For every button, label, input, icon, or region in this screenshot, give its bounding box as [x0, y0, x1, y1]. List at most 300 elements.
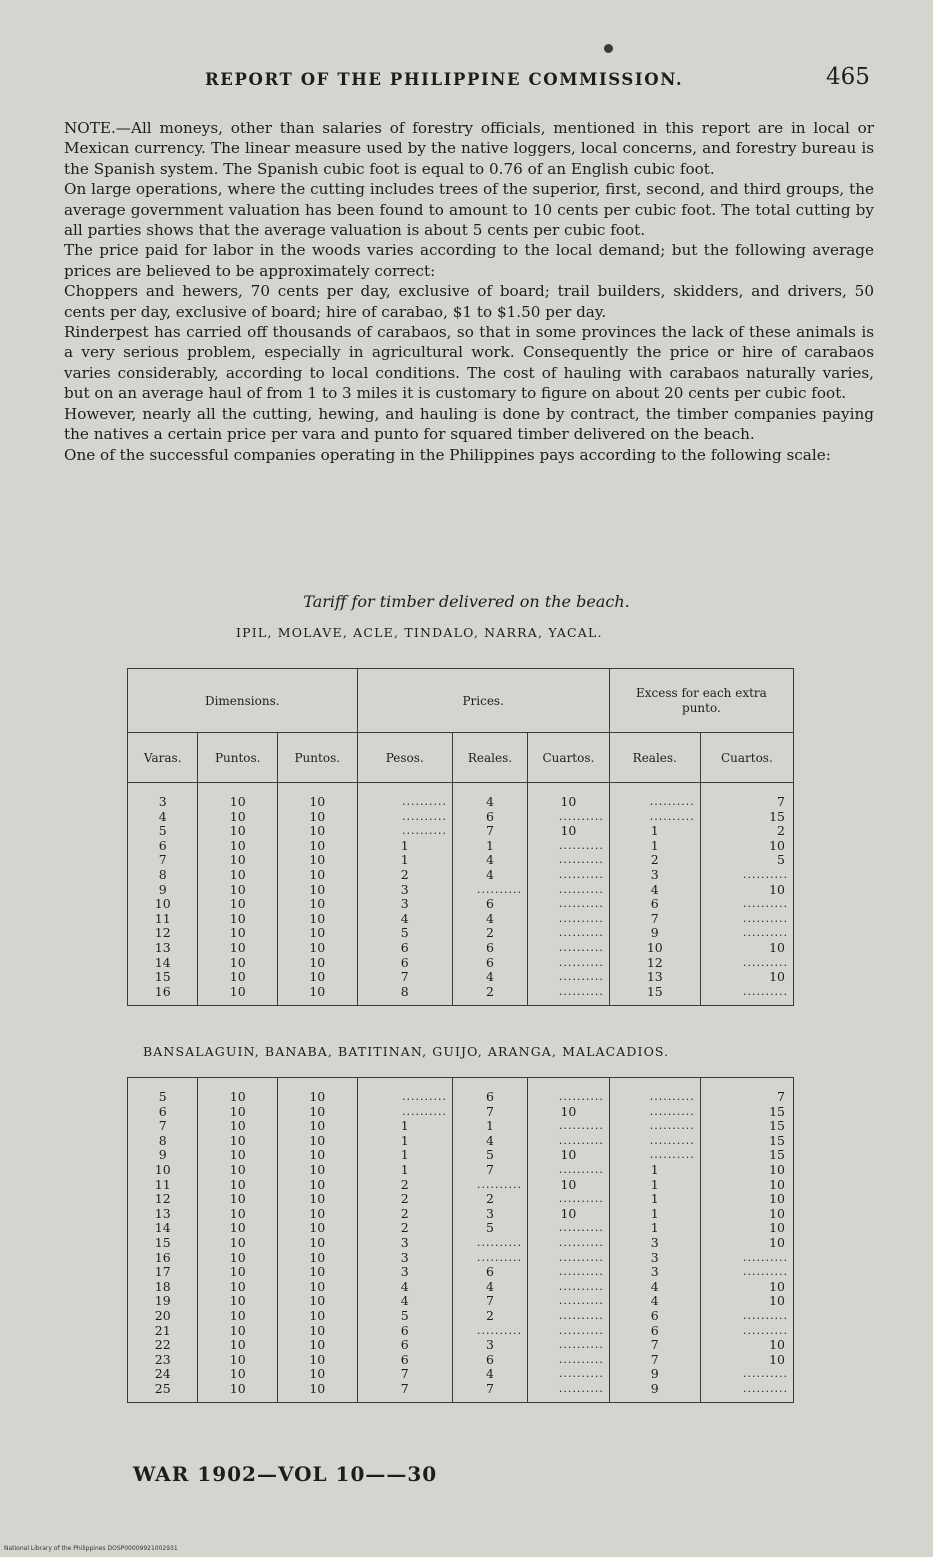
- cell-excess-reales: 6: [609, 1309, 700, 1324]
- cell-excess-reales: 1: [609, 1178, 700, 1193]
- cell-excess-cuartos: 10: [700, 1338, 793, 1353]
- cell-reales: 6: [453, 956, 528, 971]
- table-row: [128, 1251, 794, 1266]
- cell-excess-cuartos: 7: [700, 1078, 793, 1105]
- cell-varas: 22: [128, 1338, 198, 1353]
- cell-puntos-b: 10: [278, 1324, 358, 1339]
- cell-varas: 9: [128, 883, 198, 898]
- cell-excess-reales: 7: [609, 1338, 700, 1353]
- cell-pesos: 2: [357, 868, 452, 883]
- table-row: [128, 897, 794, 912]
- cell-pesos: ..........: [357, 824, 452, 839]
- cell-puntos-a: 10: [198, 1163, 278, 1178]
- cell-cuartos: 10: [528, 1178, 610, 1193]
- cell-cuartos: ..........: [528, 1367, 610, 1382]
- cell-excess-reales: 13: [609, 970, 700, 985]
- cell-excess-cuartos: 7: [700, 783, 793, 810]
- cell-varas: 9: [128, 1148, 198, 1163]
- cell-cuartos: ..........: [528, 1163, 610, 1178]
- cell-reales: ..........: [453, 1251, 528, 1266]
- cell-puntos-a: 10: [198, 853, 278, 868]
- cell-varas: 21: [128, 1324, 198, 1339]
- col-header-excess-cuartos: Cuartos.: [700, 733, 793, 783]
- table-row: [128, 1119, 794, 1134]
- cell-excess-reales: 4: [609, 883, 700, 898]
- table-row: [128, 824, 794, 839]
- cell-puntos-a: 10: [198, 1134, 278, 1149]
- cell-cuartos: ..........: [528, 1192, 610, 1207]
- cell-excess-cuartos: 10: [700, 1192, 793, 1207]
- cell-pesos: 2: [357, 1221, 452, 1236]
- cell-varas: 25: [128, 1382, 198, 1403]
- cell-cuartos: ..........: [528, 1221, 610, 1236]
- cell-cuartos: ..........: [528, 868, 610, 883]
- table-row: [128, 1382, 794, 1403]
- cell-pesos: 3: [357, 1265, 452, 1280]
- running-title: REPORT OF THE PHILIPPINE COMMISSION.: [205, 70, 684, 89]
- cell-reales: ..........: [453, 1324, 528, 1339]
- cell-reales: 7: [453, 824, 528, 839]
- cell-reales: 2: [453, 1192, 528, 1207]
- col-header-excess-reales: Reales.: [609, 733, 700, 783]
- cell-reales: 7: [453, 1294, 528, 1309]
- cell-excess-reales: ..........: [609, 1148, 700, 1163]
- cell-varas: 4: [128, 810, 198, 825]
- cell-reales: 6: [453, 1353, 528, 1368]
- table-row: [128, 941, 794, 956]
- cell-puntos-a: 10: [198, 1105, 278, 1120]
- cell-excess-cuartos: 10: [700, 1280, 793, 1295]
- cell-varas: 7: [128, 853, 198, 868]
- cell-varas: 23: [128, 1353, 198, 1368]
- cell-puntos-b: 10: [278, 912, 358, 927]
- cell-excess-cuartos: 2: [700, 824, 793, 839]
- cell-cuartos: 10: [528, 1207, 610, 1222]
- table-row: [128, 1367, 794, 1382]
- cell-cuartos: ..........: [528, 941, 610, 956]
- cell-excess-cuartos: 10: [700, 1236, 793, 1251]
- cell-reales: 2: [453, 926, 528, 941]
- cell-puntos-b: 10: [278, 1382, 358, 1403]
- cell-reales: 1: [453, 839, 528, 854]
- cell-cuartos: 10: [528, 1148, 610, 1163]
- cell-pesos: 6: [357, 956, 452, 971]
- cell-reales: 4: [453, 912, 528, 927]
- cell-puntos-a: 10: [198, 1382, 278, 1403]
- cell-pesos: ..........: [357, 810, 452, 825]
- cell-excess-reales: 7: [609, 1353, 700, 1368]
- cell-puntos-b: 10: [278, 1163, 358, 1178]
- col-header-puntos: Puntos.: [198, 733, 278, 783]
- cell-cuartos: ..........: [528, 1382, 610, 1403]
- cell-excess-cuartos: 10: [700, 1294, 793, 1309]
- cell-varas: 16: [128, 985, 198, 1006]
- table-row: [128, 926, 794, 941]
- cell-reales: 6: [453, 1265, 528, 1280]
- cell-reales: 5: [453, 1221, 528, 1236]
- cell-puntos-b: 10: [278, 1309, 358, 1324]
- cell-varas: 10: [128, 1163, 198, 1178]
- cell-varas: 20: [128, 1309, 198, 1324]
- cell-puntos-a: 10: [198, 1309, 278, 1324]
- cell-puntos-b: 10: [278, 1105, 358, 1120]
- cell-puntos-b: 10: [278, 783, 358, 810]
- cell-excess-cuartos: ..........: [700, 1324, 793, 1339]
- cell-reales: 1: [453, 1119, 528, 1134]
- table-row: [128, 1078, 794, 1105]
- cell-excess-cuartos: 10: [700, 1221, 793, 1236]
- cell-cuartos: ..........: [528, 839, 610, 854]
- cell-reales: 5: [453, 1148, 528, 1163]
- cell-excess-reales: ..........: [609, 810, 700, 825]
- cell-pesos: 3: [357, 1251, 452, 1266]
- cell-reales: 4: [453, 783, 528, 810]
- cell-cuartos: ..........: [528, 1119, 610, 1134]
- cell-puntos-b: 10: [278, 883, 358, 898]
- cell-puntos-b: 10: [278, 1178, 358, 1193]
- cell-varas: 14: [128, 1221, 198, 1236]
- cell-excess-cuartos: 5: [700, 853, 793, 868]
- cell-excess-cuartos: ..........: [700, 1251, 793, 1266]
- cell-reales: 6: [453, 810, 528, 825]
- cell-reales: 4: [453, 1367, 528, 1382]
- col-header-cuartos: Cuartos.: [528, 733, 610, 783]
- cell-varas: 18: [128, 1280, 198, 1295]
- cell-puntos-b: 10: [278, 853, 358, 868]
- cell-varas: 17: [128, 1265, 198, 1280]
- cell-excess-reales: 1: [609, 1192, 700, 1207]
- table-row: [128, 1105, 794, 1120]
- cell-pesos: 1: [357, 1148, 452, 1163]
- table1-heading: IPIL, MOLAVE, ACLE, TINDALO, NARRA, YACAL.: [236, 625, 603, 640]
- cell-puntos-a: 10: [198, 783, 278, 810]
- cell-excess-cuartos: ..........: [700, 912, 793, 927]
- cell-excess-cuartos: 15: [700, 1105, 793, 1120]
- cell-reales: 3: [453, 1338, 528, 1353]
- cell-puntos-a: 10: [198, 1148, 278, 1163]
- cell-excess-reales: 9: [609, 1382, 700, 1403]
- table-row: [128, 1192, 794, 1207]
- cell-excess-reales: ..........: [609, 1119, 700, 1134]
- cell-puntos-a: 10: [198, 824, 278, 839]
- cell-excess-cuartos: ..........: [700, 985, 793, 1006]
- table-row: [128, 1324, 794, 1339]
- table-row: [128, 912, 794, 927]
- cell-excess-cuartos: ..........: [700, 868, 793, 883]
- cell-puntos-a: 10: [198, 1251, 278, 1266]
- cell-varas: 15: [128, 1236, 198, 1251]
- cell-pesos: 7: [357, 1382, 452, 1403]
- cell-excess-cuartos: ..........: [700, 1265, 793, 1280]
- table-caption: Tariff for timber delivered on the beach.: [303, 592, 630, 611]
- cell-varas: 5: [128, 824, 198, 839]
- cell-pesos: 6: [357, 941, 452, 956]
- cell-pesos: 3: [357, 883, 452, 898]
- cell-excess-cuartos: 15: [700, 810, 793, 825]
- cell-excess-cuartos: 10: [700, 1353, 793, 1368]
- cell-pesos: 1: [357, 1134, 452, 1149]
- cell-reales: 4: [453, 1280, 528, 1295]
- cell-excess-reales: 3: [609, 1265, 700, 1280]
- cell-excess-reales: 2: [609, 853, 700, 868]
- cell-puntos-a: 10: [198, 912, 278, 927]
- cell-puntos-b: 10: [278, 1280, 358, 1295]
- cell-excess-cuartos: ..........: [700, 1309, 793, 1324]
- cell-excess-reales: 6: [609, 1324, 700, 1339]
- cell-puntos-a: 10: [198, 1280, 278, 1295]
- cell-pesos: 2: [357, 1207, 452, 1222]
- cell-puntos-a: 10: [198, 1207, 278, 1222]
- cell-cuartos: ..........: [528, 956, 610, 971]
- cell-puntos-b: 10: [278, 1134, 358, 1149]
- cell-puntos-b: 10: [278, 810, 358, 825]
- cell-excess-cuartos: 15: [700, 1148, 793, 1163]
- paragraph-note: NOTE.—All moneys, other than salaries of forestry officials, mentioned in this report are in local or Mexican currency. The linear measure used by the native loggers, local concerns, and forestry bureau is the Spanish system. The Spanish cubic foot is equal to 0.76 of an English cubic foot.: [64, 119, 874, 178]
- cell-varas: 11: [128, 1178, 198, 1193]
- cell-cuartos: 10: [528, 824, 610, 839]
- cell-varas: 11: [128, 912, 198, 927]
- cell-reales: 6: [453, 1078, 528, 1105]
- cell-puntos-b: 10: [278, 1265, 358, 1280]
- cell-pesos: 7: [357, 1367, 452, 1382]
- cell-puntos-b: 10: [278, 1367, 358, 1382]
- cell-puntos-b: 10: [278, 1294, 358, 1309]
- cell-excess-reales: 1: [609, 824, 700, 839]
- cell-puntos-a: 10: [198, 810, 278, 825]
- cell-puntos-a: 10: [198, 1294, 278, 1309]
- cell-puntos-b: 10: [278, 1192, 358, 1207]
- cell-cuartos: ..........: [528, 810, 610, 825]
- cell-puntos-b: 10: [278, 839, 358, 854]
- cell-puntos-b: 10: [278, 941, 358, 956]
- cell-cuartos: ..........: [528, 1353, 610, 1368]
- table-row: [128, 956, 794, 971]
- table-row: [128, 1236, 794, 1251]
- cell-pesos: 5: [357, 926, 452, 941]
- cell-pesos: 6: [357, 1324, 452, 1339]
- cell-reales: 7: [453, 1163, 528, 1178]
- cell-varas: 16: [128, 1251, 198, 1266]
- cell-excess-reales: ..........: [609, 1078, 700, 1105]
- table-row: [128, 1148, 794, 1163]
- cell-reales: 7: [453, 1382, 528, 1403]
- cell-excess-reales: ..........: [609, 1105, 700, 1120]
- cell-pesos: 4: [357, 1294, 452, 1309]
- cell-excess-cuartos: 15: [700, 1134, 793, 1149]
- cell-cuartos: ..........: [528, 1309, 610, 1324]
- cell-reales: 6: [453, 897, 528, 912]
- cell-varas: 13: [128, 1207, 198, 1222]
- cell-puntos-a: 10: [198, 1221, 278, 1236]
- cell-excess-reales: 9: [609, 926, 700, 941]
- cell-excess-reales: 1: [609, 1207, 700, 1222]
- table-row: [128, 1280, 794, 1295]
- cell-reales: 6: [453, 941, 528, 956]
- cell-puntos-a: 10: [198, 1324, 278, 1339]
- cell-puntos-a: 10: [198, 1353, 278, 1368]
- cell-cuartos: 10: [528, 783, 610, 810]
- ink-spot: [604, 44, 613, 53]
- cell-puntos-a: 10: [198, 1265, 278, 1280]
- cell-cuartos: ..........: [528, 1324, 610, 1339]
- cell-varas: 24: [128, 1367, 198, 1382]
- cell-reales: 7: [453, 1105, 528, 1120]
- cell-pesos: 7: [357, 970, 452, 985]
- cell-varas: 6: [128, 1105, 198, 1120]
- paragraph-labor: The price paid for labor in the woods varies according to the local demand; but the following average prices are believed to be approximately correct:: [64, 241, 874, 280]
- table-row: [128, 970, 794, 985]
- paragraph-scale: One of the successful companies operating in the Philippines pays according to the following scale:: [64, 445, 831, 464]
- cell-reales: 3: [453, 1207, 528, 1222]
- cell-puntos-b: 10: [278, 970, 358, 985]
- cell-pesos: 4: [357, 1280, 452, 1295]
- cell-pesos: 6: [357, 1338, 452, 1353]
- cell-excess-reales: 7: [609, 912, 700, 927]
- col-header-reales: Reales.: [453, 733, 528, 783]
- table-row: [128, 868, 794, 883]
- cell-puntos-b: 10: [278, 1338, 358, 1353]
- cell-puntos-a: 10: [198, 1367, 278, 1382]
- page-number: 465: [826, 64, 870, 90]
- cell-excess-reales: 9: [609, 1367, 700, 1382]
- cell-cuartos: ..........: [528, 985, 610, 1006]
- cell-pesos: 8: [357, 985, 452, 1006]
- cell-puntos-a: 10: [198, 1119, 278, 1134]
- cell-excess-reales: 4: [609, 1280, 700, 1295]
- cell-varas: 5: [128, 1078, 198, 1105]
- paragraph-wages: Choppers and hewers, 70 cents per day, exclusive of board; trail builders, skidders, and drivers, 50 cents per day, exclusive of board; hire of carabao, $1 to $1.50 per day.: [64, 282, 874, 321]
- table-row: [128, 1178, 794, 1193]
- cell-cuartos: 10: [528, 1105, 610, 1120]
- scan-credit: National Library of the Philippines DOSP00009921002931: [4, 1545, 178, 1552]
- paragraph-contract: However, nearly all the cutting, hewing, and hauling is done by contract, the timber companies paying the natives a certain price per vara and punto for squared timber delivered on the beach.: [64, 404, 874, 444]
- group-header-prices: Prices.: [357, 669, 609, 733]
- cell-pesos: ..........: [357, 1078, 452, 1105]
- cell-puntos-b: 10: [278, 1078, 358, 1105]
- cell-pesos: 1: [357, 1119, 452, 1134]
- cell-puntos-b: 10: [278, 926, 358, 941]
- col-header-pesos: Pesos.: [357, 733, 452, 783]
- cell-puntos-b: 10: [278, 1207, 358, 1222]
- cell-excess-reales: 1: [609, 839, 700, 854]
- cell-cuartos: ..........: [528, 1338, 610, 1353]
- cell-excess-reales: 6: [609, 897, 700, 912]
- cell-pesos: ..........: [357, 783, 452, 810]
- cell-puntos-b: 10: [278, 897, 358, 912]
- cell-excess-reales: 3: [609, 1236, 700, 1251]
- cell-cuartos: ..........: [528, 1294, 610, 1309]
- cell-puntos-a: 10: [198, 941, 278, 956]
- cell-excess-cuartos: ..........: [700, 1382, 793, 1403]
- cell-reales: 4: [453, 970, 528, 985]
- cell-cuartos: ..........: [528, 1280, 610, 1295]
- cell-excess-cuartos: 10: [700, 1163, 793, 1178]
- cell-cuartos: ..........: [528, 853, 610, 868]
- table-row: [128, 1353, 794, 1368]
- table-row: [128, 810, 794, 825]
- cell-puntos-b: 10: [278, 1148, 358, 1163]
- table2-body: [128, 1078, 794, 1403]
- table-row: [128, 1207, 794, 1222]
- signature-mark: WAR 1902—VOL 10——30: [133, 1462, 438, 1486]
- cell-cuartos: ..........: [528, 1134, 610, 1149]
- cell-varas: 8: [128, 868, 198, 883]
- cell-varas: 10: [128, 897, 198, 912]
- cell-puntos-a: 10: [198, 868, 278, 883]
- cell-varas: 12: [128, 926, 198, 941]
- cell-pesos: 6: [357, 1353, 452, 1368]
- cell-puntos-a: 10: [198, 970, 278, 985]
- cell-cuartos: ..........: [528, 897, 610, 912]
- cell-excess-reales: 3: [609, 1251, 700, 1266]
- cell-excess-reales: ..........: [609, 1134, 700, 1149]
- tariff-table-2: [127, 1077, 794, 1403]
- cell-varas: 14: [128, 956, 198, 971]
- cell-pesos: 1: [357, 1163, 452, 1178]
- cell-pesos: ..........: [357, 1105, 452, 1120]
- cell-puntos-b: 10: [278, 1236, 358, 1251]
- cell-excess-cuartos: 10: [700, 883, 793, 898]
- cell-excess-cuartos: ..........: [700, 956, 793, 971]
- cell-excess-cuartos: ..........: [700, 897, 793, 912]
- cell-excess-cuartos: 10: [700, 1207, 793, 1222]
- table-row: [128, 1265, 794, 1280]
- table-row: [128, 853, 794, 868]
- cell-excess-cuartos: 10: [700, 1178, 793, 1193]
- cell-reales: ..........: [453, 1236, 528, 1251]
- cell-cuartos: ..........: [528, 1251, 610, 1266]
- cell-excess-reales: 4: [609, 1294, 700, 1309]
- cell-puntos-b: 10: [278, 956, 358, 971]
- cell-excess-cuartos: ..........: [700, 926, 793, 941]
- cell-excess-reales: 1: [609, 1163, 700, 1178]
- cell-reales: ..........: [453, 1178, 528, 1193]
- cell-cuartos: ..........: [528, 1236, 610, 1251]
- cell-puntos-a: 10: [198, 1192, 278, 1207]
- cell-reales: 2: [453, 1309, 528, 1324]
- cell-varas: 3: [128, 783, 198, 810]
- table-row: [128, 1221, 794, 1236]
- cell-puntos-a: 10: [198, 1078, 278, 1105]
- cell-puntos-a: 10: [198, 1236, 278, 1251]
- cell-reales: 4: [453, 853, 528, 868]
- cell-puntos-b: 10: [278, 985, 358, 1006]
- cell-puntos-a: 10: [198, 956, 278, 971]
- cell-pesos: 3: [357, 897, 452, 912]
- table1-body: [128, 783, 794, 1006]
- cell-excess-cuartos: 10: [700, 839, 793, 854]
- cell-puntos-b: 10: [278, 1119, 358, 1134]
- cell-excess-cuartos: 10: [700, 970, 793, 985]
- cell-pesos: 4: [357, 912, 452, 927]
- table-row: [128, 1309, 794, 1324]
- cell-puntos-a: 10: [198, 883, 278, 898]
- cell-pesos: 1: [357, 839, 452, 854]
- cell-excess-reales: 12: [609, 956, 700, 971]
- cell-excess-reales: 10: [609, 941, 700, 956]
- cell-cuartos: ..........: [528, 1265, 610, 1280]
- cell-cuartos: ..........: [528, 926, 610, 941]
- cell-varas: 8: [128, 1134, 198, 1149]
- cell-excess-cuartos: 10: [700, 941, 793, 956]
- cell-excess-reales: ..........: [609, 783, 700, 810]
- cell-cuartos: ..........: [528, 970, 610, 985]
- table-row: [128, 1338, 794, 1353]
- cell-puntos-a: 10: [198, 897, 278, 912]
- paragraph-rinderpest: Rinderpest has carried off thousands of carabaos, so that in some provinces the lack of these animals is a very serious problem, especially in agricultural work. Consequently the price or hire of carabaos varies considerably, according to local conditions. The cost of hauling with carabaos naturally varies, but on an average haul of from 1 to 3 miles it is customary to figure on about 20 cents per cubic foot.: [64, 323, 874, 403]
- cell-excess-reales: 1: [609, 1221, 700, 1236]
- table-row: [128, 1294, 794, 1309]
